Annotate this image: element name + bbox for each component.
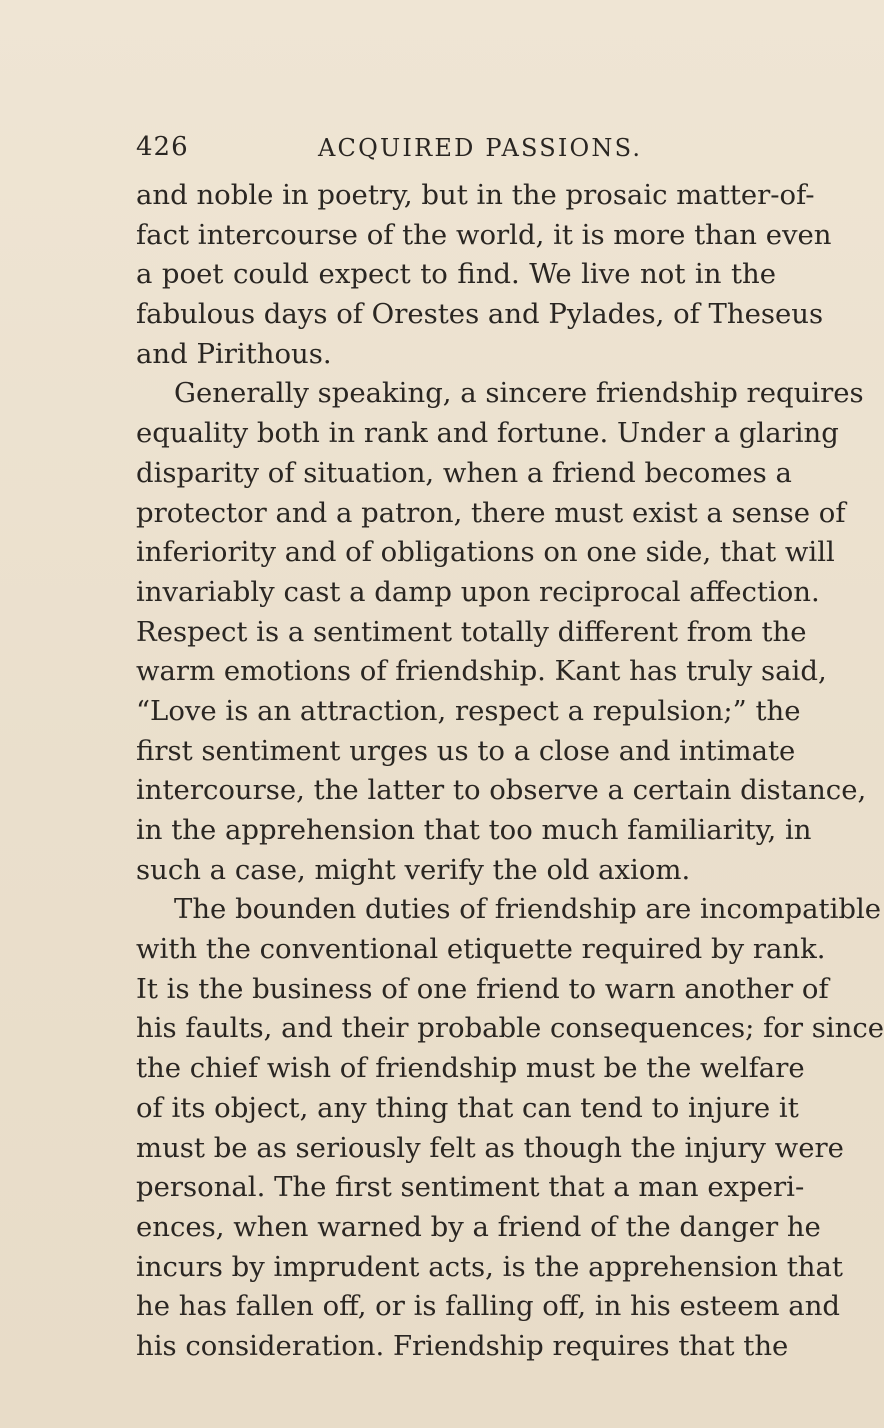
text-line: disparity of situation, when a friend becomes a: [136, 456, 792, 489]
running-head: [136, 132, 776, 168]
text-line: must be as seriously felt as though the injury were: [136, 1131, 844, 1164]
text-line: such a case, might verify the old axiom.: [136, 853, 691, 886]
text-line: inferiority and of obligations on one side, that will: [136, 536, 835, 569]
text-line: a poet could expect to find. We live not in the: [136, 258, 776, 291]
text-line: in the apprehension that too much familiarity, in: [136, 814, 812, 846]
text-line: It is the business of one friend to warn another of: [136, 972, 829, 1005]
text-line: and Pirithous.: [136, 337, 332, 370]
running-title: ACQUIRED PASSIONS.: [318, 134, 643, 162]
page-number: 426: [136, 132, 189, 162]
text-line: “Love is an attraction, respect a repulsion;” the: [136, 694, 801, 727]
text-line: the chief wish of friendship must be the welfare: [136, 1052, 805, 1085]
text-line: equality both in rank and fortune. Under a glaring: [136, 417, 839, 450]
body-text: [136, 176, 884, 1367]
text-line: protector and a patron, there must exist a sense of: [136, 496, 846, 529]
text-line: Respect is a sentiment totally different from the: [136, 615, 807, 648]
text-line: and noble in poetry, but in the prosaic matter-of-: [136, 179, 815, 211]
text-line: his faults, and their probable consequences; for since: [136, 1012, 884, 1045]
text-line: of its object, any thing that can tend to injure it: [136, 1091, 799, 1124]
text-line: invariably cast a damp upon reciprocal affection.: [136, 575, 820, 608]
text-line: fabulous days of Orestes and Pylades, of Theseus: [136, 298, 824, 331]
text-line: his consideration. Friendship requires that the: [136, 1329, 789, 1362]
text-line: he has fallen off, or is falling off, in his esteem and: [136, 1290, 841, 1323]
text-line: warm emotions of friendship. Kant has truly said,: [136, 655, 827, 688]
text-line: fact intercourse of the world, it is more than even: [136, 218, 832, 251]
text-line: ences, when warned by a friend of the danger he: [136, 1210, 821, 1243]
text-line: The bounden duties of friendship are incompatible: [174, 893, 882, 926]
text-line: incurs by imprudent acts, is the apprehension that: [136, 1250, 843, 1283]
text-line: personal. The first sentiment that a man experi-: [136, 1171, 805, 1204]
text-line: first sentiment urges us to a close and intimate: [136, 734, 796, 767]
text-line: Generally speaking, a sincere friendship requires: [174, 377, 864, 410]
text-line: intercourse, the latter to observe a certain distance,: [136, 774, 867, 807]
text-line: with the conventional etiquette required by rank.: [136, 933, 826, 966]
